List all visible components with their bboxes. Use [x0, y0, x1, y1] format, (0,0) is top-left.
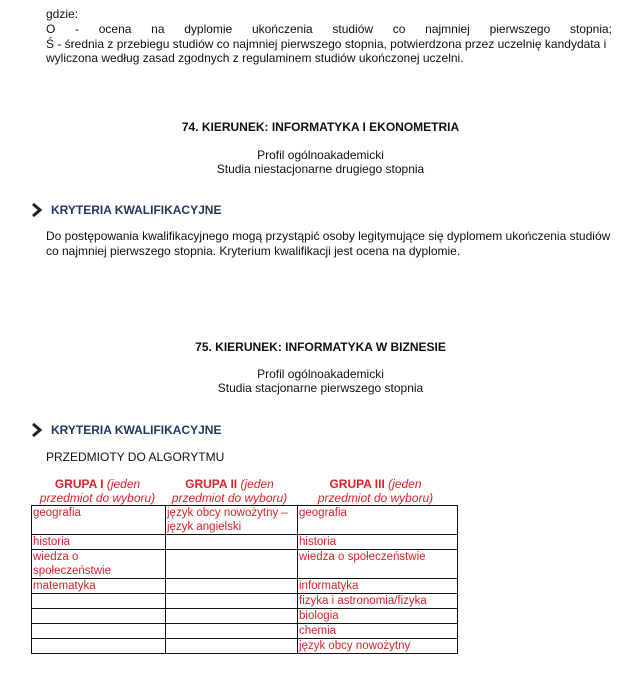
- group-1-cell: [32, 579, 166, 594]
- intro-line-s2: wyliczona według zasad zgodnych z regulaminem studiów ukończonej uczelni.: [46, 51, 464, 65]
- group-3-cell: [298, 639, 458, 654]
- group-3-cell: [298, 594, 458, 609]
- chevron-right-icon: [30, 202, 44, 218]
- group-3-cell: [298, 609, 458, 624]
- section74-criteria-label: KRYTERIA KWALIFIKACYJNE: [51, 203, 222, 217]
- table-row: [32, 639, 458, 654]
- group-2-cell: [166, 594, 298, 609]
- intro-line-o-word: pierwszego: [489, 22, 551, 36]
- section74-criteria-text1: Do postępowania kwalifikacyjnego mogą przystąpić osoby legitymujące się dyplomem ukończenia studiów: [46, 229, 611, 243]
- group-1-name: GRUPA I: [54, 477, 104, 491]
- group-2-cell: [166, 550, 298, 579]
- subject-text: wiedza o społeczeństwie: [299, 551, 426, 563]
- group-3-cell: [298, 506, 458, 535]
- section74-title: 74. KIERUNEK: INFORMATYKA I EKONOMETRIA: [181, 120, 460, 134]
- subject-text: język obcy nowożytny: [299, 640, 411, 652]
- table-row: [32, 506, 458, 535]
- table-row: [32, 535, 458, 550]
- group-3-cell: [298, 579, 458, 594]
- intro-line-o-word: ocena: [98, 22, 132, 36]
- table-row: [32, 624, 458, 639]
- group-3-cell: [298, 535, 458, 550]
- group-1-cell: [32, 535, 166, 550]
- intro-line-o: [46, 22, 612, 36]
- group-2-cell: [166, 624, 298, 639]
- subject-text: wiedza o: [33, 551, 79, 563]
- group-1-cell: [32, 594, 166, 609]
- group-3-cell: [298, 550, 458, 579]
- group-2-cell: [166, 639, 298, 654]
- group-2-cell: [166, 535, 298, 550]
- intro-line-o-word: dyplomie: [184, 22, 233, 36]
- group-3-note1: (jeden: [388, 477, 422, 491]
- intro-line-o-word: na: [151, 22, 165, 36]
- table-row: [32, 609, 458, 624]
- group-2-note1: (jeden: [240, 477, 274, 491]
- intro-gdzie: gdzie:: [46, 7, 79, 21]
- group-1-cell: [32, 506, 166, 535]
- section75-criteria-heading: [30, 422, 221, 438]
- table-row: [32, 579, 458, 594]
- table-row: [32, 594, 458, 609]
- subject-text: historia: [33, 536, 71, 548]
- section75-title: 75. KIERUNEK: INFORMATYKA W BIZNESIE: [195, 340, 446, 354]
- group-2-header: [164, 477, 295, 505]
- intro-line-s1: Ś - średnia z przebiegu studiów co najmniej pierwszego stopnia, potwierdzona przez uczelnię kandydata i: [46, 37, 607, 51]
- subject-text: geografia: [299, 507, 347, 519]
- group-2-note2: przedmiot do wyboru): [171, 491, 288, 505]
- group-1-note1: (jeden: [106, 477, 141, 491]
- group-1-cell: [32, 609, 166, 624]
- subject-text: język obcy nowożytny –: [167, 507, 288, 519]
- group-2-name: GRUPA II: [185, 477, 238, 491]
- group-3-cell: [298, 624, 458, 639]
- section75-studies: Studia stacjonarne pierwszego stopnia: [217, 381, 424, 395]
- subjects-heading: PRZEDMIOTY DO ALGORYTMU: [46, 450, 225, 464]
- group-1-cell: [32, 624, 166, 639]
- intro-line-o-word: O: [46, 22, 56, 36]
- section74-profile: Profil ogólnoakademicki: [257, 148, 384, 162]
- section75-profile: Profil ogólnoakademicki: [257, 367, 384, 381]
- subject-text: historia: [299, 536, 337, 548]
- group-3-note2: przedmiot do wyboru): [317, 491, 434, 505]
- group-1-note2: przedmiot do wyboru): [39, 491, 156, 505]
- subject-text: język angielski: [167, 521, 242, 533]
- group-1-cell: [32, 639, 166, 654]
- group-2-cell: [166, 506, 298, 535]
- subject-text: biologia: [299, 610, 339, 622]
- intro-line-o-word: co: [392, 22, 406, 36]
- group-1-header: [31, 477, 164, 505]
- subject-text: chemia: [299, 625, 337, 637]
- intro-line-o-word: najmniej: [425, 22, 470, 36]
- group-3-name: GRUPA III: [329, 477, 385, 491]
- subject-text: informatyka: [299, 580, 359, 592]
- subjects-table: [31, 505, 458, 654]
- subject-text: geografia: [33, 507, 81, 519]
- intro-line-o-word: -: [75, 22, 80, 36]
- intro-line-o-word: studiów: [332, 22, 374, 36]
- intro-line-o-word: stopnia;: [569, 22, 612, 36]
- subject-text: matematyka: [33, 580, 96, 592]
- group-2-cell: [166, 579, 298, 594]
- table-row: [32, 550, 458, 579]
- group-3-header: [295, 477, 456, 505]
- section75-criteria-label: KRYTERIA KWALIFIKACYJNE: [51, 423, 222, 437]
- subject-text: społeczeństwie: [33, 565, 111, 577]
- group-1-cell: [32, 550, 166, 579]
- chevron-right-icon: [30, 422, 44, 438]
- section74-criteria-text2: co najmniej pierwszego stopnia. Kryterium kwalifikacji jest ocena na dyplomie.: [46, 244, 461, 258]
- subject-text: fizyka i astronomia/fizyka: [299, 595, 427, 607]
- group-2-cell: [166, 609, 298, 624]
- section74-studies: Studia niestacjonarne drugiego stopnia: [216, 162, 425, 176]
- intro-line-o-word: ukończenia: [251, 22, 313, 36]
- section74-criteria-heading: [30, 202, 221, 218]
